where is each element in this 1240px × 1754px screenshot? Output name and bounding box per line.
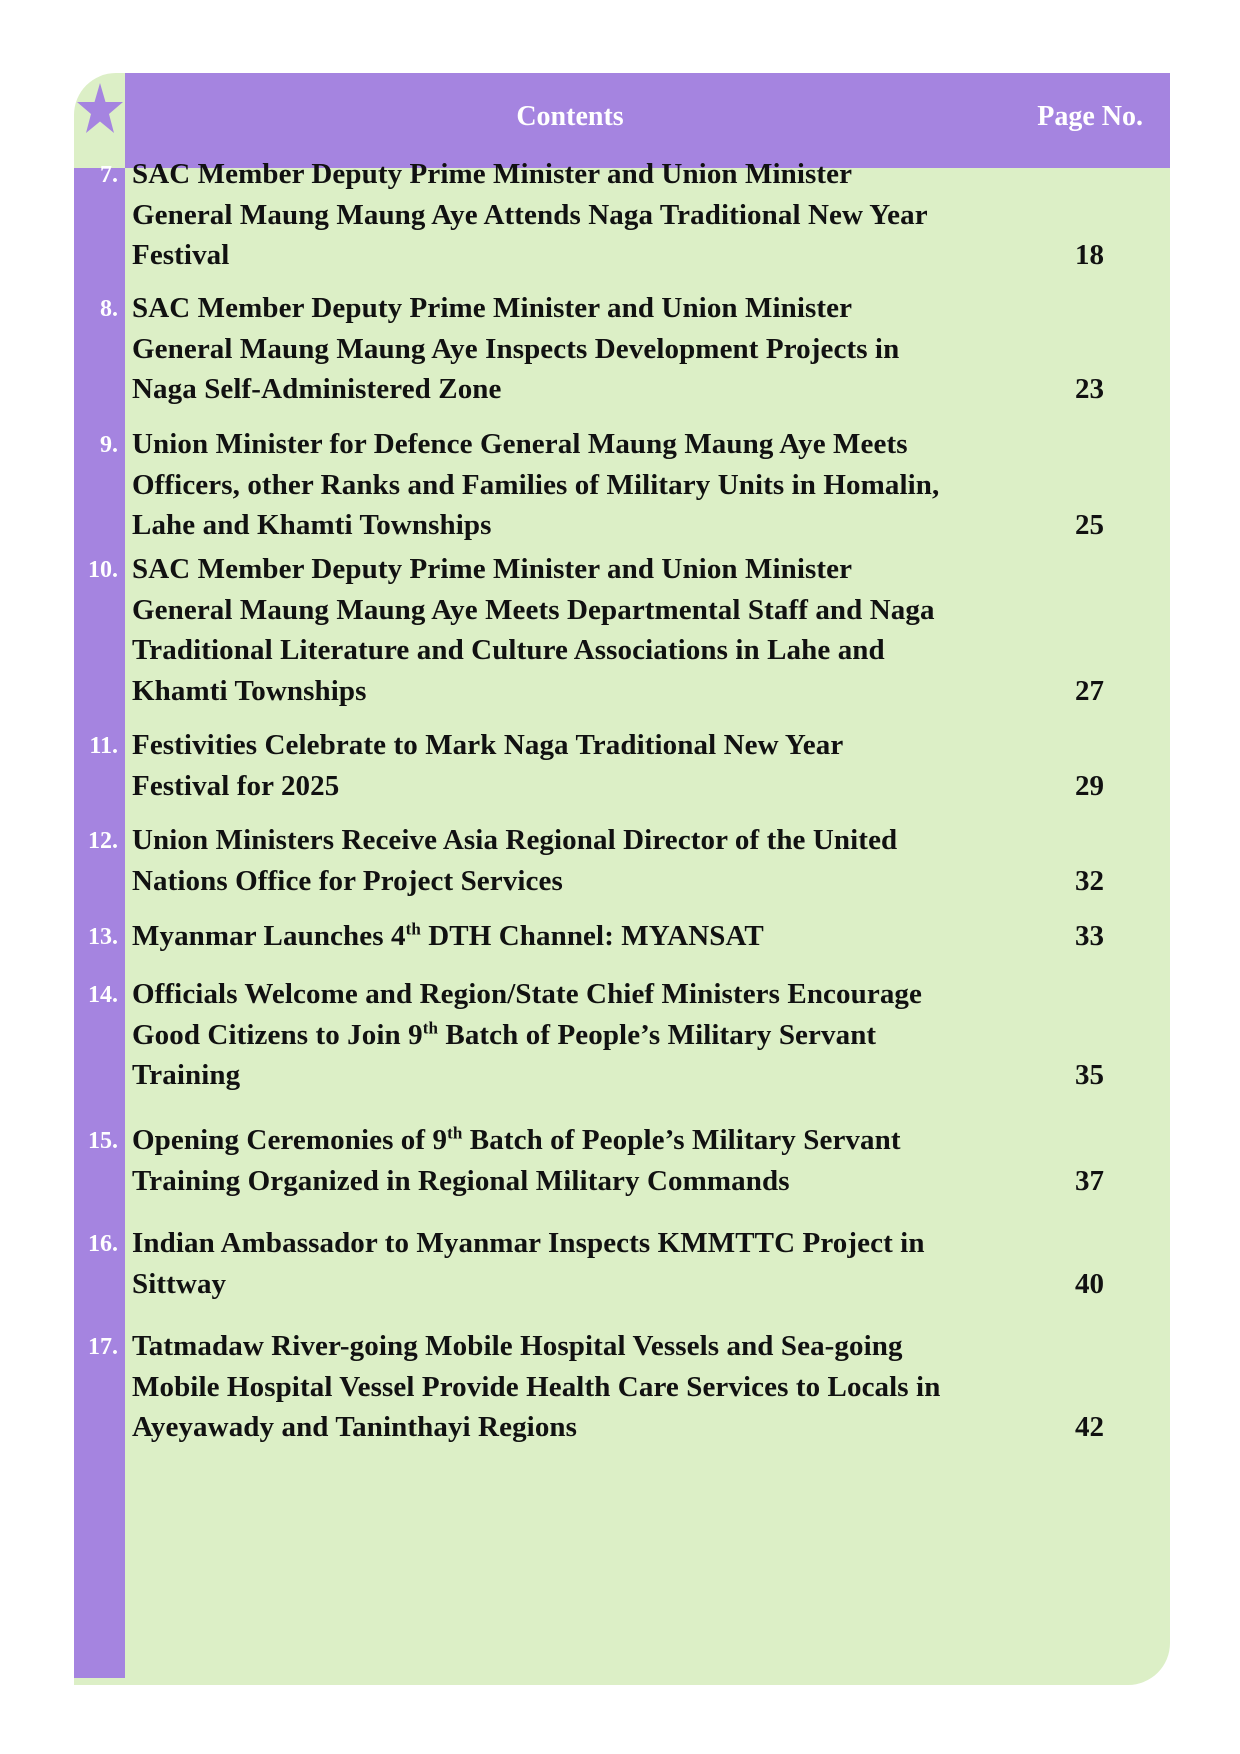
entry-number: 12. [88,828,118,854]
entry-title-line: Tatmadaw River-going Mobile Hospital Vessels and Sea-going [132,1330,903,1362]
entry-number: 13. [88,924,118,950]
entry-title [132,288,1082,410]
entry-title-line: Traditional Literature and Culture Associations in Lahe and [132,634,885,666]
entry-page-number: 42 [1075,1411,1104,1443]
entry-title-line: Festival [132,239,230,271]
entry-page-number: 33 [1075,920,1104,952]
entry-title-line: Khamti Townships [132,674,367,707]
entry-page-number: 29 [1075,769,1104,802]
entry-title [132,154,1082,276]
entry-title-line: Mobile Hospital Vessel Provide Health Care Services to Locals in [132,1370,941,1403]
entry-title-line: Festival for 2025 [132,769,340,802]
entry-title-line: Union Minister for Defence General Maung Maung Aye Meets [132,428,908,460]
entry-title [132,1120,1082,1201]
entry-title-line: Good Citizens to Join 9th Batch of People’s Military Servant [132,1017,877,1051]
entry-title-line: SAC Member Deputy Prime Minister and Union Minister [132,292,853,324]
entry-title-line: Training Organized in Regional Military Commands [132,1164,790,1197]
entry-title [132,725,1082,806]
entry-title-line: SAC Member Deputy Prime Minister and Union Minister [132,158,853,190]
entry-page-number: 32 [1075,864,1104,897]
entry-title-line: Officers, other Ranks and Families of Military Units in Homalin, [132,468,940,501]
entry-number: 10. [88,557,118,583]
entry-number: 14. [88,982,118,1008]
entry-page-number: 37 [1075,1164,1104,1197]
entry-title-line: Myanmar Launches 4th DTH Channel: MYANSAT [132,919,764,952]
entry-title-line: General Maung Maung Aye Meets Departmental Staff and Naga [132,593,935,626]
entry-title [132,424,1082,546]
entry-title-line: General Maung Maung Aye Inspects Development Projects in [132,332,900,365]
entry-title-line: Indian Ambassador to Myanmar Inspects KMMTTC Project in [132,1227,925,1259]
entry-title-line: Festivities Celebrate to Mark Naga Traditional New Year [132,729,844,761]
entry-title [132,1326,1082,1448]
entry-title-line: Lahe and Khamti Townships [132,509,492,541]
entry-number: 17. [88,1334,118,1360]
page-number-heading: Page No. [1037,101,1143,132]
contents-heading: Contents [516,101,624,132]
entry-title [132,1223,1082,1304]
entry-title-line: Naga Self-Administered Zone [132,373,502,405]
entry-title [132,916,1082,957]
entry-page-number: 25 [1075,509,1104,541]
entry-title-line: General Maung Maung Aye Attends Naga Traditional New Year [132,198,928,231]
entry-title-line: Sittway [132,1267,227,1300]
entry-title-line: Training [132,1059,241,1091]
entry-title-line: Officials Welcome and Region/State Chief Ministers Encourage [132,978,922,1010]
entry-title [132,820,1082,901]
contents-panel [74,73,1170,1685]
entry-title-line: SAC Member Deputy Prime Minister and Union Minister [132,553,853,585]
entry-number: 16. [88,1231,118,1257]
entry-page-number: 27 [1075,674,1104,707]
entry-page-number: 40 [1075,1267,1104,1300]
entry-page-number: 35 [1075,1059,1104,1091]
entry-number: 8. [100,296,118,322]
entry-title [132,549,1082,711]
entry-number: 9. [100,432,118,458]
entry-page-number: 18 [1075,239,1104,271]
entry-number: 7. [100,162,118,188]
entry-title [132,974,1082,1096]
entry-number: 11. [89,733,118,759]
entry-title-line: Union Ministers Receive Asia Regional Director of the United [132,824,898,856]
entry-title-line: Nations Office for Project Services [132,864,563,897]
entry-title-line: Opening Ceremonies of 9th Batch of People’s Military Servant [132,1123,901,1156]
star-icon [76,81,124,137]
entry-title-line: Ayeyawady and Taninthayi Regions [132,1411,578,1443]
entry-page-number: 23 [1075,373,1104,405]
entry-number: 15. [88,1128,118,1154]
